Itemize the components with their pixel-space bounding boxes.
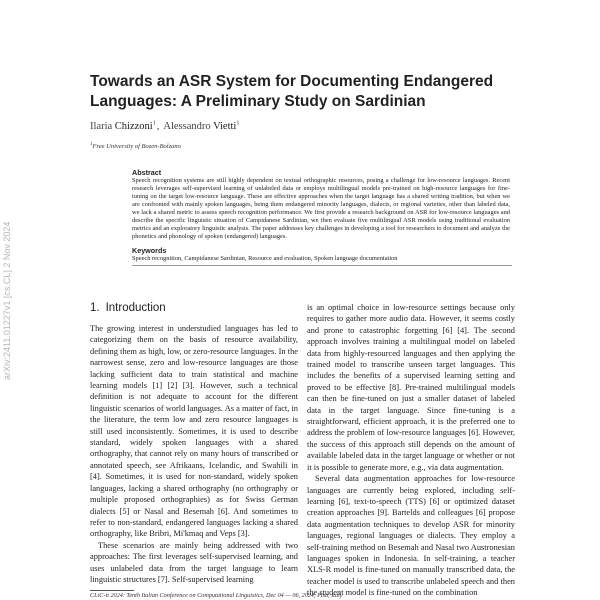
paragraph: These scenarios are mainly being addressed with two approaches: The first leverages self-supervised learning, and uses unlabeled data from the target language to learn linguistic structures [7]. Self-supervised learning bbox=[90, 540, 298, 584]
abstract-text: Speech recognition systems are still highly dependent on textual orthographic resources, posing a challenge for low-resource languages. Recent research leverages self-supervised learning of unlabeled data or employs multilingual models pre-trained on high-resource languages for fine-tuning on the target low-resource language. These are effective approaches when the target language has a shared writing tradition, but when we are confronted with mainly spoken languages, being them endangered minority languages, dialects, or regional varieties, other than labeled data, we lack a shared metric to assess speech recognition performance. We first provide a research background on ASR for low-resource languages and describe the specific linguistic situation of Campidanese Sardinian, we then evaluate five multilingual ASR models using traditional evaluation metrics and an exploratory linguistic analysis. The paper addresses key challenges in developing a tool for researchers to document and analyze the phonetics and phonology of spoken (endangered) languages. bbox=[132, 177, 510, 241]
conference-footnote: CLiC-it 2024: Tenth Italian Conference on Computational Linguistics, Dec 04 — 06, 2024, Pisa, Italy bbox=[90, 592, 343, 599]
paragraph: is an optimal choice in low-resource settings because only requires to gather more audio data. However, it seems costly and prone to catastrophic forgetting [6] [4]. The second approach involves training a multilingual model on labeled data from highly-resourced languages and then applying the trained model to transcribe unseen target languages. This includes the benefits of a supervised learning setting and proved to be effective [8]. Pre-trained multilingual models can then be fine-tuned on just a smaller dataset of labeled data in the target language. Since fine-tuning is a straightforward, efficient approach, it is the preferred one to address the problem of low-resource languages [6]. However, the success of this approach still depends on the amount of available labeled data in the target language or whether or not it is possible to generate more, e.g., via data augmentation. bbox=[307, 303, 515, 472]
affiliation bbox=[90, 142, 181, 150]
abstract-heading: Abstract bbox=[132, 168, 162, 177]
section-heading bbox=[90, 302, 166, 314]
paper-title: Towards an ASR System for Documenting Endangered Languages: A Preliminary Study on Sardinian bbox=[90, 73, 494, 110]
author-last-name: Vietti bbox=[213, 120, 237, 132]
affiliation-text: Free University of Bozen-Bolzano bbox=[92, 143, 181, 151]
author-last-name: Chizzoni bbox=[114, 120, 153, 132]
author-list: Ilaria Chizzoni$^1$, Alessandro Vietti$^1$ bbox=[90, 120, 240, 132]
left-column bbox=[90, 323, 298, 585]
arxiv-margin-identifier: arXiv:2411.01227v1 [cs.CL] 2 Nov 2024 bbox=[2, 221, 12, 380]
paragraph: The growing interest in understudied languages has led to categorizing them on the basis of resource availability, defining them as high, low, or zero-resource languages. In the narrowest sense, zero and low-resource languages are those lacking sufficient data to train statistical and machine learning models [1] [2] [3]. However, such a technical definition is not adequate to account for the different linguistic scenarios of world languages. As a matter of fact, in the literature, the term low and zero resource languages is still used inconsistently. Sometimes, it is used to describe standard, widely spoken languages with a shared orthography, that cannot rely on many hours of transcribed or annotated speech, see Afrikaans, Icelandic, and Swahili in [4]. Sometimes, it is used for non-standard, widely spoken languages, lacking a shared orthography (no orthography or multiple proposed orthographies) as for Swiss German dialects [5] or Nasal and Besemah [6]. And sometimes to refer to non-standard, endangered languages lacking a shared orthography, like Bribri, Mi'kmaq and Veps [3]. bbox=[90, 324, 298, 539]
author-affiliation-mark: 1 bbox=[236, 120, 240, 126]
author-first-name: Alessandro bbox=[163, 120, 211, 132]
abstract-block bbox=[132, 169, 510, 264]
paragraph: Several data augmentation approaches for low-resource languages are currently being explored, including self-learning [6], text-to-speech (TTS) [6] or optimized dataset creation approaches [9]. Bartelds and colleagues [6] propose data augmentation techniques to develop ASR for minority languages, regional languages or dialects. They employ a self-training method on Besemah and Nasal two Austronesian languages spoken in Indonesia. In self-training, a teacher XLS-R model is fine-tuned on manually transcribed data, the teacher model is used to transcribe unlabeled speech and then the student model is fine-tuned on the combination bbox=[307, 474, 515, 598]
keywords-text: Speech recognition, Campidanese Sardinian, Resource and evaluation, Spoken language documentation bbox=[132, 255, 398, 263]
author-first-name: Ilaria bbox=[90, 120, 113, 132]
section-title: Introduction bbox=[105, 302, 166, 314]
author-1 bbox=[90, 121, 156, 132]
affiliation-mark: 1 bbox=[90, 142, 93, 147]
footnote-rule bbox=[90, 590, 134, 591]
author-2 bbox=[163, 121, 239, 132]
abstract-divider bbox=[132, 265, 512, 266]
keywords-heading: Keywords bbox=[132, 246, 167, 256]
section-number: 1. bbox=[90, 302, 100, 314]
author-affiliation-mark: 1 bbox=[152, 120, 156, 126]
right-column bbox=[307, 302, 515, 600]
